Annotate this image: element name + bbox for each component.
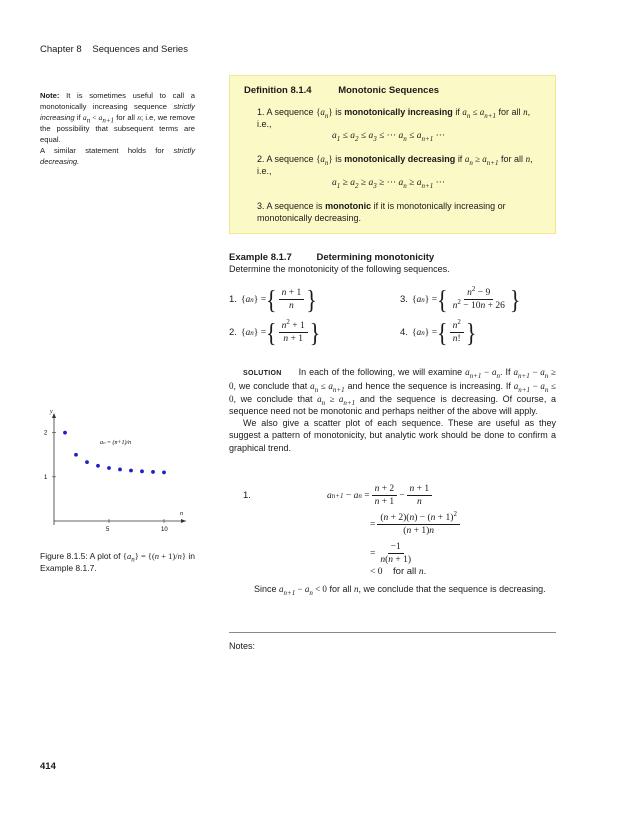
data-point bbox=[63, 431, 67, 435]
def-term: monotonically decreasing bbox=[344, 154, 456, 164]
conclusion-part: we conclude that the sequence is decreasing. bbox=[363, 584, 546, 594]
definition-label: Definition 8.1.4 bbox=[244, 85, 312, 96]
sequence-number: 3. bbox=[400, 294, 408, 305]
note-label: Note: bbox=[40, 91, 60, 100]
definition-item-2: 2. A sequence $\{a_n\}$ is monotonically decreasing if $a_n \ge a_{n+1}$ for all n, i.e., bbox=[257, 154, 533, 176]
x-axis-arrow bbox=[181, 519, 186, 523]
definition-item-1: 1. A sequence $\{a_n\}$ is monotonically increasing if $a_n \le a_{n+1}$ for all n, i.e., bbox=[257, 107, 531, 129]
def-text: if it is monotonically increasing or monotonically decreasing. bbox=[257, 201, 506, 223]
note-text: A similar statement holds for bbox=[40, 146, 165, 155]
example-name: Determining monotonicity bbox=[316, 252, 435, 263]
solution-text: SOLUTION In each of the following, we will examine $a_{n+1} - a_n$. If $a_{n+1} - a_n \ge 0$, we conclude that $a_n \le a_{n+1}$ and hence the sequence is increasing. If $a_{n+1} - a_n \le 0$, we conclude that $a_n \ge a_{n+1}$ and the sequence is decreasing. Of course, a sequence need not be monotonic and perhaps neither of the above will apply. We also give a scatter plot of each sequence. These are useful as they suggest a pattern of monotonicity, but analytic work should be done to confirm a graphical trend. bbox=[229, 367, 556, 453]
data-point bbox=[107, 466, 111, 470]
notes-divider bbox=[229, 632, 556, 633]
y-tick-label: 2 bbox=[44, 430, 48, 437]
def-text: if bbox=[457, 154, 463, 164]
page-number: 414 bbox=[40, 761, 56, 772]
definition-box bbox=[229, 75, 556, 234]
work-line-1: a n+1 − a n = $\frac{n + 2}{n + 1}$ − $\frac{n + 1}{n}$ bbox=[327, 483, 434, 508]
sequence-1: 1. { a n } = { $\frac{n + 1}{n}$ } bbox=[229, 283, 317, 314]
note-text: if bbox=[76, 113, 81, 122]
example-intro: Determine the monotonicity of the following sequences. bbox=[229, 264, 450, 274]
caption-text: in Example 8.1.7. bbox=[40, 551, 195, 573]
sequence-number: 4. bbox=[400, 327, 408, 338]
solution-text-part: and hence the sequence is increasing. If bbox=[347, 381, 511, 392]
def-term: monotonically increasing bbox=[344, 107, 453, 117]
definition-title bbox=[244, 85, 439, 96]
work-line-2: = $\frac{(n + 2)(n) - (n + 1)^2}{(n + 1)n}$ bbox=[370, 512, 462, 537]
chapter-title: Sequences and Series bbox=[92, 44, 188, 55]
solution-text-part: and the sequence is decreasing. Of course, a sequence need not be monotonic and perhaps neither of the above will apply. bbox=[229, 393, 556, 416]
x-tick-label: 10 bbox=[161, 527, 168, 533]
solution-paragraph-2: We also give a scatter plot of each sequence. These are useful as they suggest a pattern of monotonicity, but analytic work should be done to confirm a graphical trend. bbox=[229, 418, 556, 453]
def-text: 2. A sequence bbox=[257, 154, 314, 164]
plot-legend: aₙ = (n+1)/n bbox=[100, 440, 132, 446]
chapter-label: Chapter 8 bbox=[40, 44, 82, 55]
def-text: for all bbox=[501, 154, 524, 164]
solution-text-part: If bbox=[505, 367, 511, 377]
caption-text: Figure 8.1.5: A plot of bbox=[40, 551, 121, 561]
data-point bbox=[162, 471, 166, 475]
work-item-number: 1. bbox=[243, 490, 251, 501]
sequence-number: 1. bbox=[229, 294, 237, 305]
definition-name: Monotonic Sequences bbox=[338, 85, 440, 96]
notes-label: Notes: bbox=[229, 641, 256, 651]
note-text: for all bbox=[116, 113, 135, 122]
margin-note: Note: It is sometimes useful to call a monotonically increasing sequence strictly increasing if $a_n < a_{n+1}$ for all n; i.e, we remove the possibility that subsequent terms are equal. A similar statement holds for strictly decreasing. bbox=[40, 91, 195, 166]
def-text: 3. A sequence is bbox=[257, 201, 323, 211]
def-text: for all bbox=[498, 107, 521, 117]
data-point bbox=[96, 464, 100, 468]
conclusion-part: for all bbox=[329, 584, 352, 594]
sequence-2: 2. { a n } = { $\frac{n^2 + 1}{n + 1}$ } bbox=[229, 316, 321, 347]
definition-item-3 bbox=[257, 200, 547, 224]
work-text: for all bbox=[393, 566, 417, 577]
sequence-3: 3. { a n } = { $\frac{n^2 - 9}{n^2 - 10n + 26}$ } bbox=[400, 283, 521, 314]
conclusion-text: Since $a_{n+1} - a_n < 0$ for all n, we conclude that the sequence is decreasing. bbox=[254, 584, 546, 597]
data-point bbox=[118, 468, 122, 472]
def-text: i.e., bbox=[257, 166, 272, 176]
note-text: i.e, we remove the possibility that subsequent terms are equal. bbox=[40, 113, 195, 144]
sequence-number: 2. bbox=[229, 327, 237, 338]
solution-text-part: we conclude that bbox=[240, 393, 313, 404]
running-header bbox=[40, 44, 196, 55]
x-tick-label: 5 bbox=[106, 527, 110, 533]
work-line-4: < 0 for all n. bbox=[370, 566, 427, 577]
def-text: i.e., bbox=[257, 119, 272, 129]
data-point bbox=[129, 469, 133, 473]
scatter-plot bbox=[36, 405, 196, 535]
data-point bbox=[85, 460, 89, 464]
work-line-3: = $\frac{-1}{n(n + 1)}$ bbox=[370, 542, 412, 565]
note-text: It is sometimes useful to call a monotonically increasing sequence bbox=[40, 91, 195, 111]
sequence-4: 4. { a n } = { $\frac{n^2}{n!}$ } bbox=[400, 316, 477, 347]
definition-equation-2: $a_1 \ge a_2 \ge a_3$ ≥ ··· $a_n \ge a_{n+1}$ ··· bbox=[332, 178, 446, 190]
figure-caption: Figure 8.1.5: A plot of $\{a_n\} = \{(n + 1)/n\}$ in Example 8.1.7. bbox=[40, 551, 195, 573]
solution-label: SOLUTION bbox=[243, 370, 282, 377]
def-text: if bbox=[455, 107, 460, 117]
data-point bbox=[140, 469, 144, 473]
y-axis-label: y bbox=[50, 409, 53, 415]
note-emphasis: strictly increasing bbox=[40, 102, 195, 122]
solution-text-part: In each of the following, we will examine bbox=[298, 367, 463, 377]
definition-equation-1: $a_1 \le a_2 \le a_3$ ≤ ··· $a_n \le a_{n+1}$ ··· bbox=[332, 131, 446, 143]
y-tick-label: 1 bbox=[44, 474, 48, 481]
data-point bbox=[74, 453, 78, 457]
def-term: monotonic bbox=[325, 201, 372, 211]
conclusion-part: Since bbox=[254, 584, 277, 594]
def-text: 1. A sequence bbox=[257, 107, 314, 117]
note-emphasis: strictly decreasing. bbox=[40, 146, 195, 166]
example-label: Example 8.1.7 bbox=[229, 252, 292, 263]
solution-text-part: we conclude that bbox=[238, 381, 308, 392]
example-title bbox=[229, 252, 434, 263]
def-text: is bbox=[335, 107, 342, 117]
data-point bbox=[151, 470, 155, 474]
x-axis-label: n bbox=[180, 511, 183, 517]
def-text: is bbox=[335, 154, 342, 164]
